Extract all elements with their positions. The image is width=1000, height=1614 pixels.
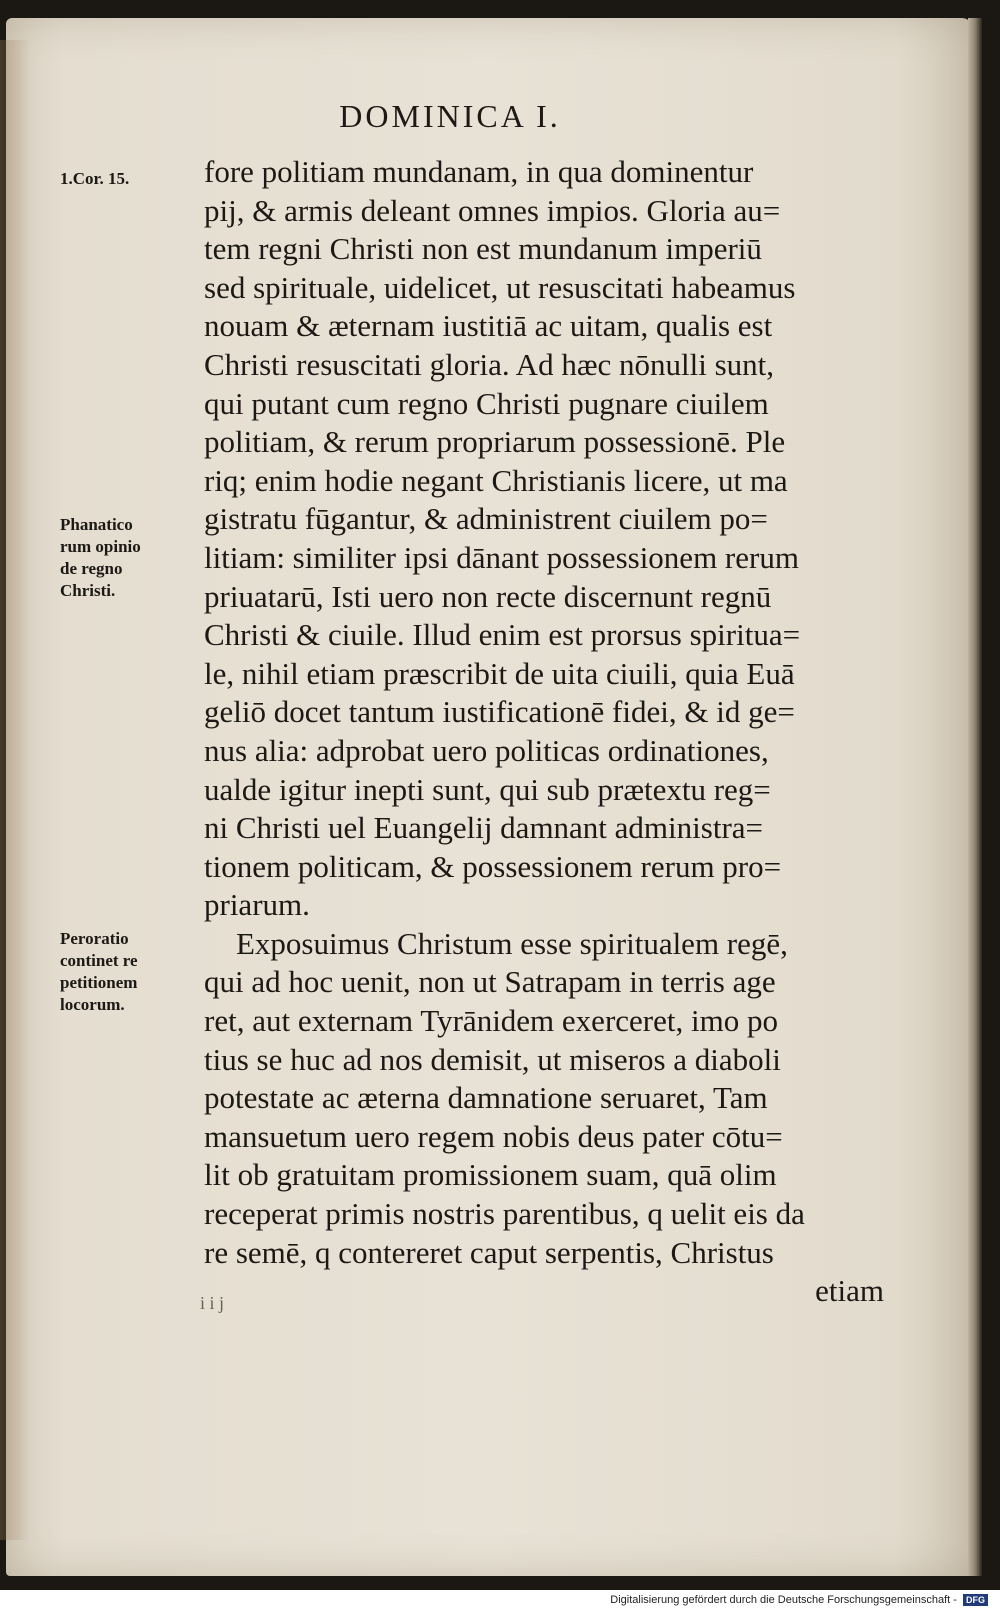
text-line: tionem politicam, & possessionem rerum pro=: [204, 848, 782, 884]
text-line: Christi resuscitati gloria. Ad hæc nōnulli sunt,: [204, 346, 775, 382]
margin-note-phanatico: [60, 514, 200, 602]
text-line: receperat primis nostris parentibus, q uelit eis da: [204, 1196, 805, 1232]
margin-note-line: petitionem: [60, 973, 138, 992]
text-line: qui ad hoc uenit, non ut Satrapam in terris age: [204, 964, 776, 1000]
text-line: fore politiam mundanam, in qua dominentur: [204, 154, 754, 189]
dfg-logo: DFG: [963, 1594, 988, 1606]
margin-note-line: Phanatico: [60, 515, 133, 534]
digitization-credit: [610, 1594, 988, 1606]
margin-note-line: locorum.: [60, 995, 125, 1014]
text-line: politiam, & rerum propriarum possessionē. Ple: [204, 424, 786, 460]
text-line: nus alia: adprobat uero politicas ordinationes,: [204, 732, 769, 768]
text-line: priuatarū, Isti uero non recte discernunt regnū: [204, 578, 772, 614]
text-line: riq; enim hodie negant Christianis licere, ut ma: [204, 462, 788, 498]
text-line: le, nihil etiam præscribit de uita ciuili, quia Euā: [204, 655, 795, 691]
margin-note-line: Peroratio: [60, 929, 129, 948]
margin-note-line: continet re: [60, 951, 138, 970]
text-line: gistratu fūgantur, & administrent ciuilem po=: [204, 501, 768, 537]
text-line: litiam: similiter ipsi dānant possessionem rerum: [204, 539, 799, 575]
text-line: tius se huc ad nos demisit, ut miseros a diaboli: [204, 1041, 781, 1077]
margin-note-line: rum opinio: [60, 537, 141, 556]
text-line: lit ob gratuitam promissionem suam, quā olim: [204, 1157, 777, 1193]
margin-note-line: 1.Cor. 15.: [60, 169, 130, 188]
text-line: ret, aut externam Tyrānidem exerceret, imo po: [204, 1003, 778, 1039]
text-line: re semē, q contereret caput serpentis, Christus: [204, 1234, 774, 1270]
margin-note-cor: [60, 168, 200, 190]
text-line: geliō docet tantum iustificationē fidei, & id ge=: [204, 694, 795, 730]
text-line: Christi & ciuile. Illud enim est prorsus spiritua=: [204, 617, 801, 653]
text-line: pij, & armis deleant omnes impios. Gloria au=: [204, 192, 781, 228]
text-line: ni Christi uel Euangelij damnant administra=: [204, 810, 764, 846]
catchword: etiam: [815, 1273, 884, 1309]
signature-mark: i i j: [200, 1293, 225, 1313]
credit-text: Digitalisierung gefördert durch die Deutsche Forschungsgemeinschaft -: [610, 1594, 957, 1606]
body-text: [204, 153, 904, 1311]
margin-note-line: de regno: [60, 559, 123, 578]
running-title: DOMINICA I.: [339, 98, 561, 134]
margin-note-peroratio: [60, 928, 200, 1016]
text-line: tem regni Christi non est mundanum imperiū: [204, 231, 762, 267]
page-edge: [968, 18, 982, 1576]
text-line: nouam & æternam iustitiā ac uitam, qualis est: [204, 308, 773, 344]
text-line: Exposuimus Christum esse spiritualem regē,: [236, 925, 788, 961]
text-line: priarum.: [204, 887, 310, 923]
text-line: ualde igitur inepti sunt, qui sub prætextu reg=: [204, 771, 771, 807]
text-line: mansuetum uero regem nobis deus pater cōtu=: [204, 1118, 783, 1154]
text-line: qui putant cum regno Christi pugnare ciuilem: [204, 385, 769, 421]
text-line: sed spirituale, uidelicet, ut resuscitati habeamus: [204, 269, 796, 305]
margin-note-line: Christi.: [60, 581, 116, 600]
text-line: potestate ac æterna damnatione seruaret, Tam: [204, 1080, 768, 1116]
page-stain: [0, 40, 30, 1540]
